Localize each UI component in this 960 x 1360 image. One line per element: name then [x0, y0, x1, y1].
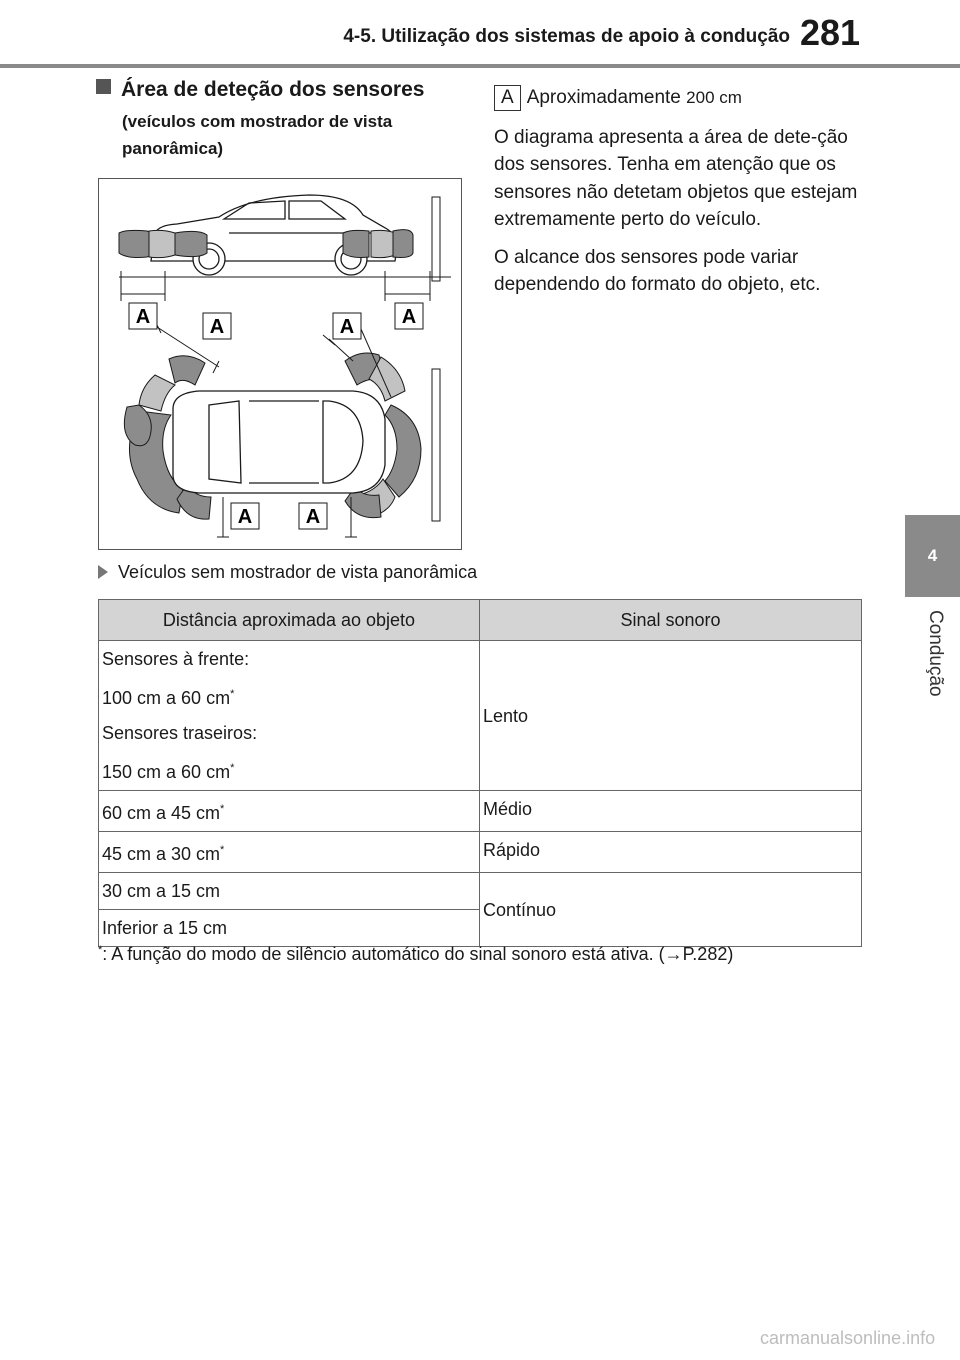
- row1-line-4: 150 cm a 60 cm: [102, 762, 231, 782]
- chapter-number: 4: [927, 546, 938, 565]
- section-subtitle: (veículos com mostrador de vista panorâmica): [122, 112, 393, 158]
- page-number: 281: [800, 12, 861, 53]
- body-paragraph-1: O diagrama apresenta a área de dete-ção dos sensores. Tenha em atenção que os sensores não detetam objetos que estejam extremamente perto do veículo.: [494, 126, 858, 230]
- watermark: carmanualsonline.info: [760, 1328, 936, 1348]
- header-title: 4-5. Utilização dos sistemas de apoio à condução: [343, 26, 790, 47]
- label-a-5: A: [237, 506, 253, 528]
- section-heading: [96, 78, 466, 162]
- sensor-area-diagram: [98, 178, 462, 550]
- row4-signal: Contínuo: [480, 873, 862, 947]
- row3-signal: Rápido: [480, 832, 862, 873]
- legend-tag: A: [494, 85, 521, 111]
- diagram-legend-and-text: [494, 84, 864, 309]
- top-view-car: [173, 391, 385, 493]
- label-a-1: A: [135, 306, 151, 328]
- footnote-asterisk: *: [98, 944, 103, 956]
- chapter-tab: [905, 515, 960, 597]
- table-header-distance: Distância aproximada ao objeto: [99, 600, 480, 641]
- table-row: [99, 873, 862, 910]
- header-rule: [0, 64, 960, 68]
- row3-distance: 45 cm a 30 cm: [102, 844, 221, 864]
- row4-distance: 30 cm a 15 cm: [99, 873, 480, 910]
- footnote-mark: *: [220, 844, 225, 856]
- table-row: [99, 791, 862, 832]
- row5-distance: Inferior a 15 cm: [99, 910, 480, 947]
- side-dimension-lines: [121, 271, 430, 301]
- table-row: [99, 641, 862, 791]
- sub-note: [98, 562, 698, 583]
- sensor-area-illustration: [99, 179, 461, 549]
- obstacle-wall: [432, 197, 440, 281]
- section-title: Área de deteção dos sensores: [121, 78, 425, 101]
- footnote-mark: *: [230, 688, 235, 700]
- triangle-bullet-icon: [98, 565, 108, 579]
- label-a-4: A: [401, 306, 417, 328]
- body-paragraph-2: O alcance dos sensores pode variar dependendo do formato do objeto, etc.: [494, 246, 821, 295]
- label-a-6: A: [305, 506, 321, 528]
- sub-note-text: Veículos sem mostrador de vista panorâmica: [118, 562, 478, 582]
- footnote-text: : A função do modo de silêncio automático do sinal sonoro está ativa. (→P.282): [102, 944, 734, 964]
- row1-line-1: Sensores à frente:: [102, 649, 250, 669]
- row2-distance: 60 cm a 45 cm: [102, 803, 221, 823]
- chapter-label: Condução: [925, 610, 946, 697]
- beep-signal-table: [98, 599, 862, 947]
- legend-value: 200 cm: [686, 88, 742, 107]
- footnote-mark: *: [220, 803, 225, 815]
- legend-text: Aproximadamente: [526, 87, 681, 108]
- label-a-2: A: [209, 316, 225, 338]
- obstacle-wall-top: [432, 369, 440, 521]
- footnote: [98, 944, 878, 965]
- table-header-row: [99, 600, 862, 641]
- footnote-mark: *: [230, 762, 235, 774]
- label-a-3: A: [339, 316, 355, 338]
- legend-line: [494, 84, 864, 112]
- row1-line-2: 100 cm a 60 cm: [102, 688, 231, 708]
- row2-signal: Médio: [480, 791, 862, 832]
- square-bullet-icon: [96, 79, 111, 94]
- table-row: [99, 832, 862, 873]
- row1-line-3: Sensores traseiros:: [102, 723, 258, 743]
- row1-signal: Lento: [480, 641, 862, 791]
- table-header-signal: Sinal sonoro: [480, 600, 862, 641]
